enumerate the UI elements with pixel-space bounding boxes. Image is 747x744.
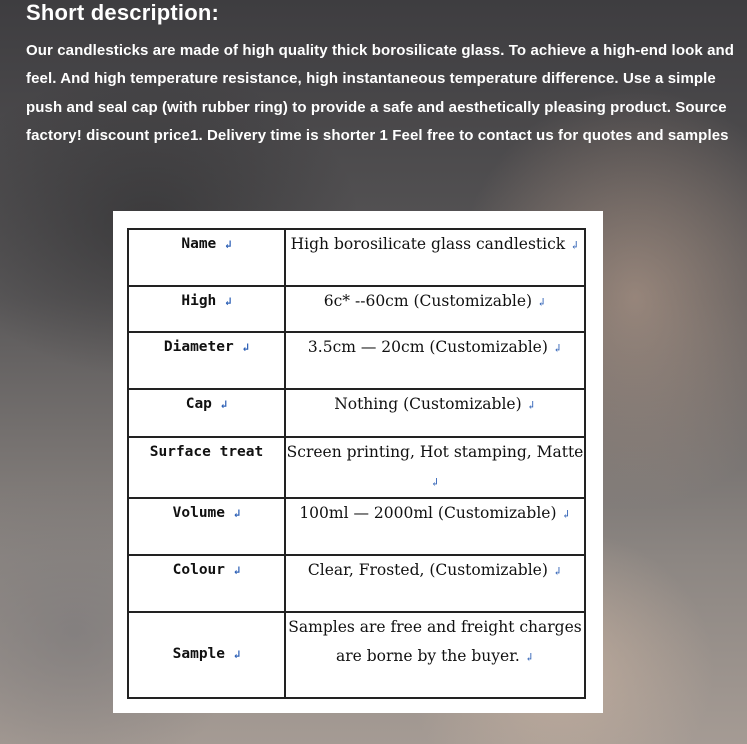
table-row [128, 229, 585, 286]
spec-key: Colour ↲ [128, 555, 285, 612]
spec-value: Screen printing, Hot stamping, Matte ↲ [285, 437, 585, 498]
spec-table [127, 228, 586, 699]
spec-key: Surface treat [128, 437, 285, 498]
spec-value: Samples are free and freight charges are borne by the buyer. ↲ [285, 612, 585, 698]
table-row [128, 332, 585, 389]
spec-value: Clear, Frosted, (Customizable) ↲ [285, 555, 585, 612]
spec-value: High borosilicate glass candlestick ↲ [285, 229, 585, 286]
table-row [128, 498, 585, 555]
section-heading: Short description: [26, 0, 220, 25]
spec-table-panel [113, 211, 603, 713]
spec-value: Nothing (Customizable) ↲ [285, 389, 585, 437]
table-row [128, 612, 585, 698]
spec-key: Volume ↲ [128, 498, 285, 555]
spec-value: 3.5cm — 20cm (Customizable) ↲ [285, 332, 585, 389]
table-row [128, 555, 585, 612]
table-row [128, 286, 585, 332]
spec-key: Diameter ↲ [128, 332, 285, 389]
spec-key: Sample ↲ [128, 612, 285, 698]
table-row [128, 389, 585, 437]
table-row [128, 437, 585, 498]
spec-value: 6c* --60cm (Customizable) ↲ [285, 286, 585, 332]
product-description: Our candlesticks are made of high quality thick borosilicate glass. To achieve a high-end look and feel. And high temperature resistance, high instantaneous temperature difference. Use a simple push and seal cap (with rubber ring) to provide a safe and aesthetically pleasing product. Source factory! discount price1. Delivery time is shorter 1 Feel free to contact us for quotes and samples [26, 42, 735, 145]
spec-value: 100ml — 2000ml (Customizable) ↲ [285, 498, 585, 555]
spec-key: Name ↲ [128, 229, 285, 286]
spec-key: Cap ↲ [128, 389, 285, 437]
spec-key: High ↲ [128, 286, 285, 332]
